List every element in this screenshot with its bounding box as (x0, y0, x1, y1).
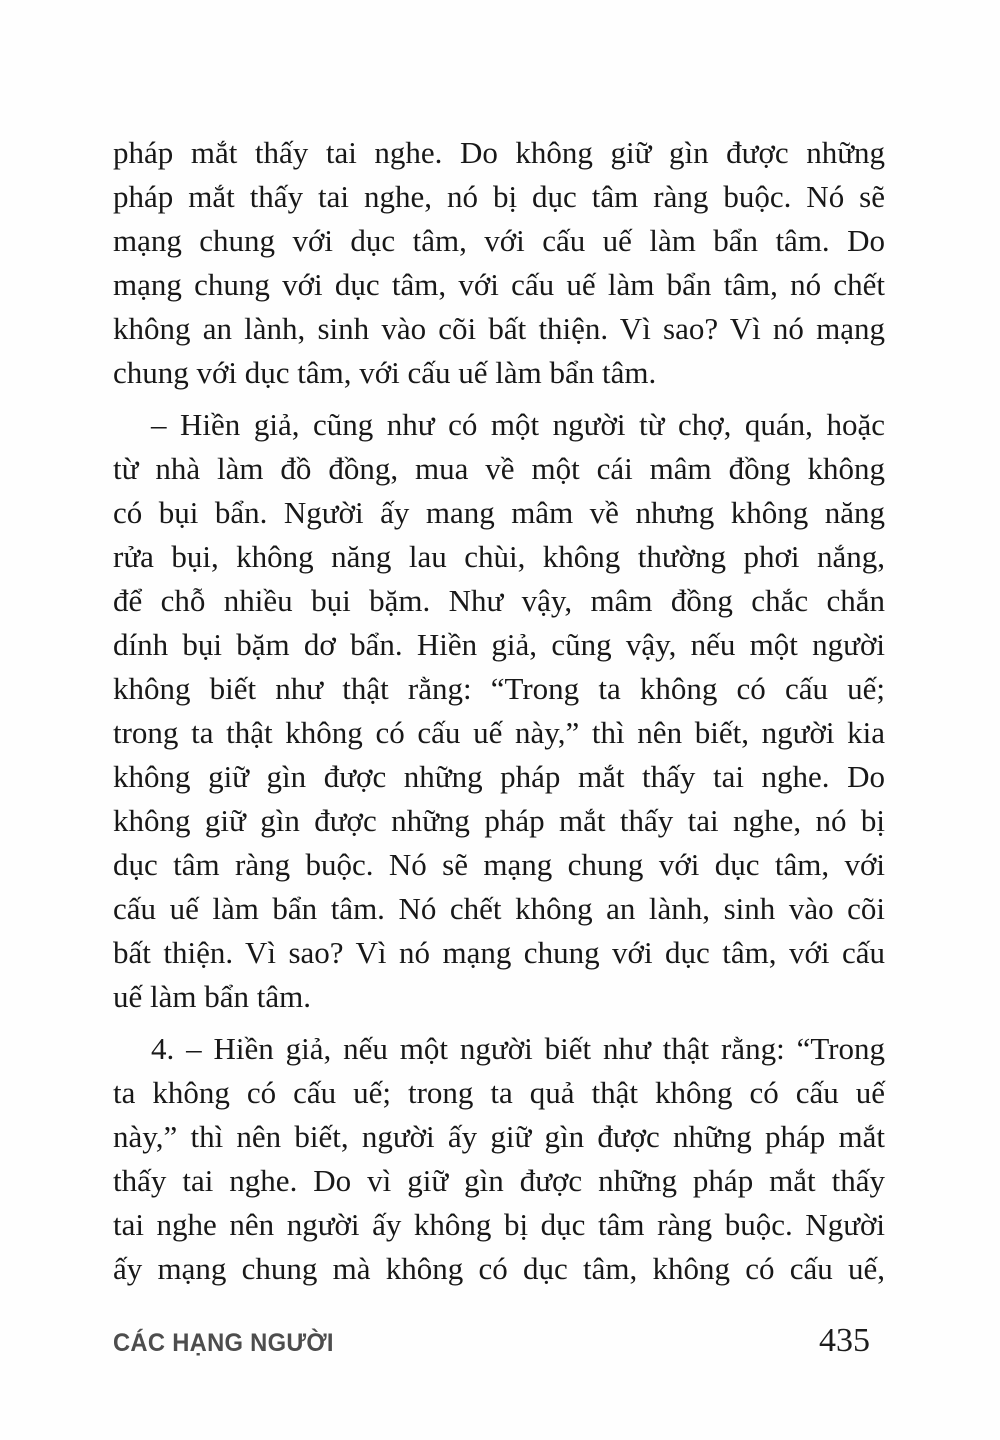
text-line: từ nhà làm đồ đồng, mua về một cái mâm đồng không (113, 451, 885, 486)
paragraph (113, 1027, 885, 1291)
text-line: pháp mắt thấy tai nghe, nó bị dục tâm ràng buộc. Nó sẽ (113, 179, 885, 214)
text-line: trong ta thật không có cấu uế này,” thì nên biết, người kia (113, 715, 885, 750)
page-footer (113, 1322, 885, 1360)
text-line: rửa bụi, không năng lau chùi, không thường phơi nắng, (113, 539, 885, 574)
text-line: này,” thì nên biết, người ấy giữ gìn được những pháp mắt (113, 1119, 885, 1154)
text-line: ấy mạng chung mà không có dục tâm, không có cấu uế, (113, 1251, 885, 1286)
text-line: không an lành, sinh vào cõi bất thiện. Vì sao? Vì nó mạng (113, 311, 885, 346)
text-line: để chỗ nhiều bụi bặm. Như vậy, mâm đồng chắc chắn (113, 583, 885, 618)
text-line: mạng chung với dục tâm, với cấu uế làm bẩn tâm. Do (113, 223, 885, 258)
paragraph (113, 131, 885, 395)
text-line: mạng chung với dục tâm, với cấu uế làm bẩn tâm, nó chết (113, 267, 885, 302)
text-line: pháp mắt thấy tai nghe. Do không giữ gìn được những (113, 135, 885, 170)
text-line: ta không có cấu uế; trong ta quả thật không có cấu uế (113, 1075, 885, 1110)
text-line: 4. – Hiền giả, nếu một người biết như thật rằng: “Trong (151, 1031, 885, 1066)
text-line: – Hiền giả, cũng như có một người từ chợ, quán, hoặc (151, 407, 885, 442)
text-line: tai nghe nên người ấy không bị dục tâm ràng buộc. Người (113, 1207, 885, 1242)
text-line: không giữ gìn được những pháp mắt thấy tai nghe. Do (113, 759, 885, 794)
paragraph (113, 403, 885, 1019)
text-line: dính bụi bặm dơ bẩn. Hiền giả, cũng vậy, nếu một người (113, 627, 885, 662)
text-line: bất thiện. Vì sao? Vì nó mạng chung với dục tâm, với cấu (113, 935, 885, 970)
text-line: thấy tai nghe. Do vì giữ gìn được những pháp mắt thấy (113, 1163, 885, 1198)
running-title: CÁC HẠNG NGƯỜI (113, 1329, 334, 1357)
text-line: không biết như thật rằng: “Trong ta không có cấu uế; (113, 671, 885, 706)
page-body-text (113, 131, 885, 1291)
text-line: có bụi bẩn. Người ấy mang mâm về nhưng không năng (113, 495, 885, 530)
text-line: không giữ gìn được những pháp mắt thấy tai nghe, nó bị (113, 803, 885, 838)
page-number: 435 (819, 1322, 870, 1359)
text-line: chung với dục tâm, với cấu uế làm bẩn tâm. (113, 355, 657, 390)
text-line: uế làm bẩn tâm. (113, 979, 311, 1014)
text-line: dục tâm ràng buộc. Nó sẽ mạng chung với dục tâm, với (113, 847, 885, 882)
text-line: cấu uế làm bẩn tâm. Nó chết không an lành, sinh vào cõi (113, 891, 885, 926)
